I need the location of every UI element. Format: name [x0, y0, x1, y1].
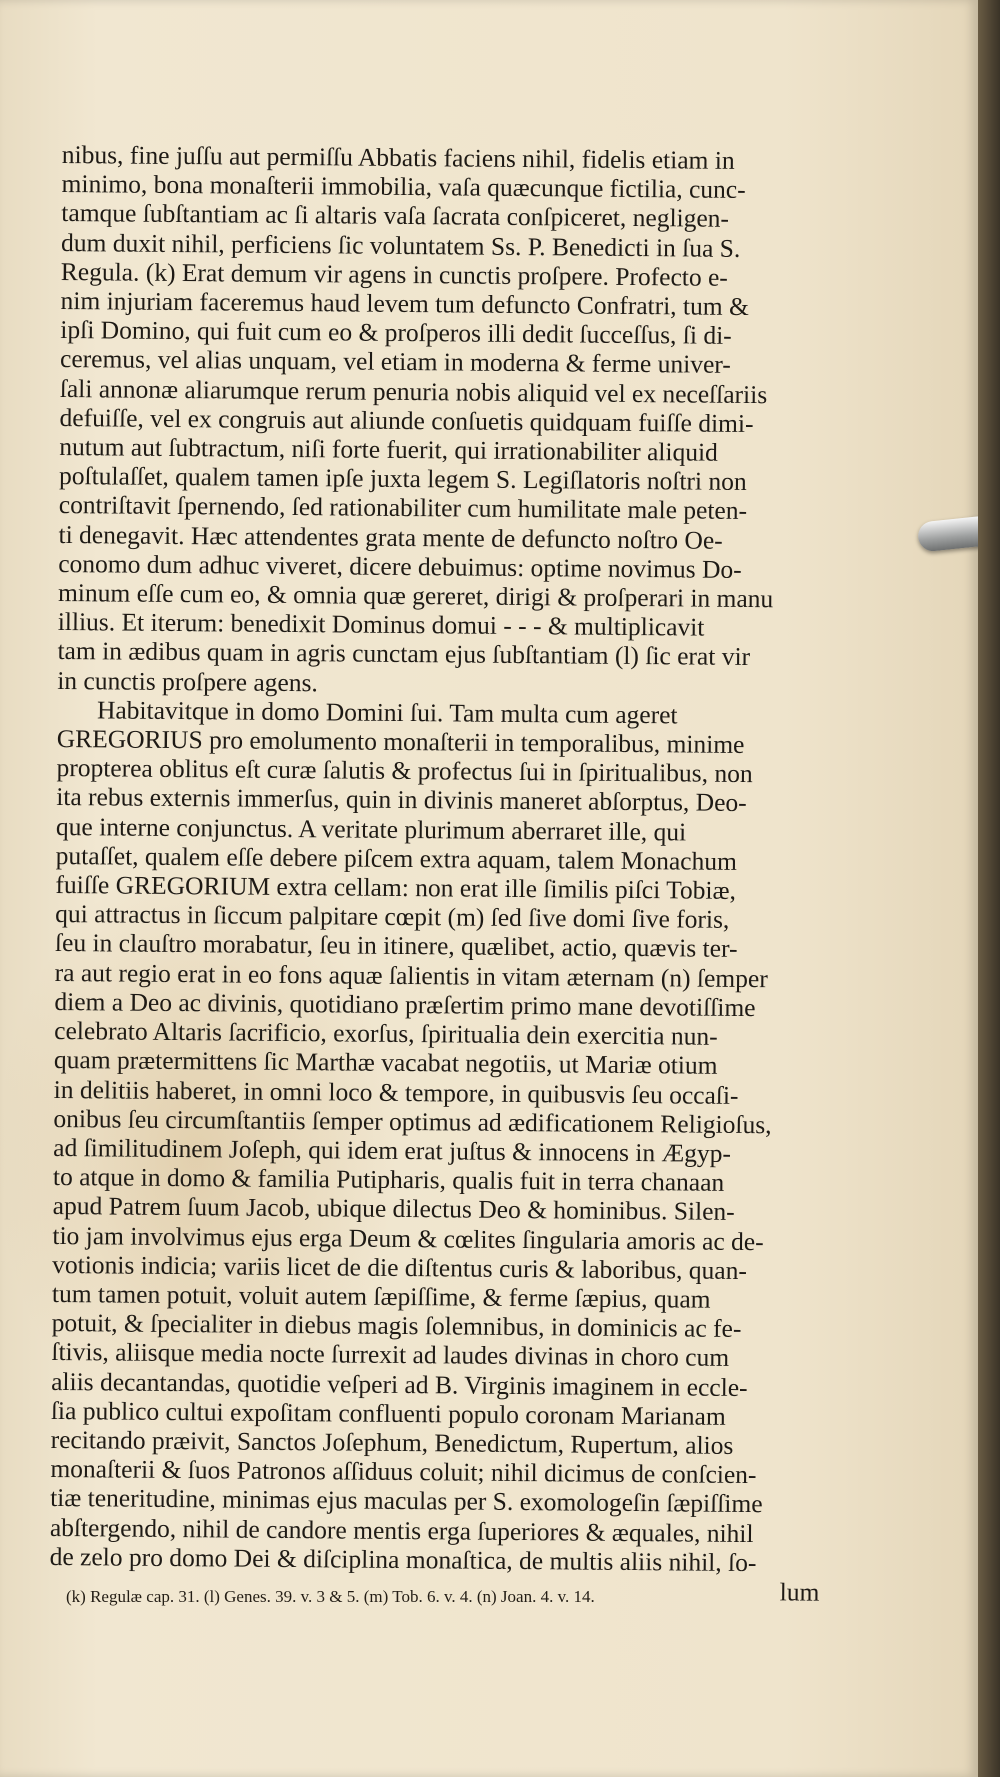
text-line: ſia publico cultui expoſitam confluenti populo coronam Marianam [50, 1395, 726, 1431]
text-line: ſeu in clauſtro morabatur, ſeu in itinere, quælibet, actio, quævis ter- [54, 928, 738, 964]
text-line: putaſſet, qualem eſſe debere piſcem extra aquam, talem Monachum [55, 840, 738, 876]
text-line: nutum aut ſubtractum, niſi forte fuerit, qui irrationabiliter aliquid [59, 432, 719, 467]
text-line: celebrato Altaris ſacrificio, exorſus, ſpiritualia dein exercitia nun- [54, 1016, 718, 1051]
text-line: in cunctis proſpere agens. [57, 665, 318, 697]
text-line: tamque ſubſtantiam ac ſi altaris vaſa ſacrata conſpiceret, negligen- [61, 198, 730, 234]
text-line: to atque in domo & familia Putipharis, qualis fuit in terra chanaan [52, 1162, 725, 1197]
text-line: tio jam involvimus ejus erga Deum & cœlites ſingularia amoris ac de- [52, 1220, 764, 1256]
text-line: minum eſſe cum eo, & omnia quæ gereret, dirigi & proſperari in manu [57, 578, 774, 614]
text-line: ſtivis, aliisque media nocte ſurrexit ad laudes divinas in choro cum [51, 1337, 730, 1373]
text-line: tiæ teneritudine, minimas ejus maculas per S. exomologeſin ſæpiſſime [50, 1483, 763, 1519]
text-line: ceremus, vel alias unquam, vel etiam in moderna & ferme univer- [59, 344, 731, 380]
text-line: apud Patrem ſuum Jacob, ubique dilectus Deo & hominibus. Silen- [52, 1191, 735, 1227]
text-line: aliis decantandas, quotidie veſperi ad B. Virginis imaginem in eccle- [51, 1366, 748, 1402]
text-line: Regula. (k) Erat demum vir agens in cunctis proſpere. Profecto e- [60, 256, 728, 292]
text-line: ra aut regio erat in eo fons aquæ ſalientis in vitam æternam (n) ſemper [54, 957, 768, 993]
text-line: conomo dum adhuc viveret, dicere debuimus: optime novimus Do- [58, 548, 742, 584]
text-line: poſtulaſſet, qualem tamen ipſe juxta legem S. Legiſlatoris noſtri non [58, 461, 747, 497]
text-line: propterea oblitus eſt curæ ſalutis & profectus ſui in ſpiritualibus, non [56, 753, 753, 789]
page-edge-shadow [978, 0, 1000, 1777]
text-line: ſali annonæ aliarumque rerum penuria nobis aliquid vel ex neceſſariis [59, 373, 768, 409]
text-line: nibus, fine juſſu aut permiſſu Abbatis faciens nihil, fidelis etiam in [61, 140, 735, 175]
text-line: qui attractus in ſiccum palpitare cœpit (m) ſed ſive domi ſive foris, [55, 899, 730, 935]
text-line: dum duxit nihil, perficiens ſic voluntatem Ss. P. Benedicti in ſua S. [60, 227, 741, 263]
text-line: diem a Deo ac divinis, quotidiano præſertim primo mane devotiſſime [54, 986, 756, 1022]
text-line: que interne conjunctus. A veritate plurimum aberraret ille, qui [55, 811, 687, 847]
footnotes: (k) Regulæ cap. 31. (l) Genes. 39. v. 3 & 5. (m) Tob. 6. v. 4. (n) Joan. 4. v. 14. [66, 1587, 595, 1606]
body-text [49, 140, 832, 1607]
text-line: defuiſſe, vel ex congruis aut aliunde conſuetis quidquam fuiſſe dimi- [59, 402, 754, 438]
text-line: tum tamen potuit, voluit autem ſæpiſſime, & ferme ſæpius, quam [51, 1278, 711, 1314]
text-line: de zelo pro domo Dei & diſciplina monaſtica, de multis aliis nihil, ſo- [49, 1541, 757, 1577]
text-line: fuiſſe GREGORIUM extra cellam: non erat ille ſimilis piſci Tobiæ, [55, 870, 737, 905]
text-line: minimo, bona monaſterii immobilia, vaſa quæcunque fictilia, cunc- [61, 169, 746, 205]
text-line: recitando præivit, Sanctos Joſephum, Benedictum, Rupertum, alios [50, 1424, 734, 1460]
text-line: ti denegavit. Hæc attendentes grata mente de defuncto noſtro Oe- [58, 519, 723, 555]
text-line: ipſi Domino, qui fuit cum eo & proſperos illi dedit ſucceſſus, ſi di- [60, 315, 732, 351]
text-line: nim injuriam faceremus haud levem tum defuncto Confratri, tum & [60, 286, 750, 322]
text-line: Habitavitque in domo Domini ſui. Tam multa cum ageret [96, 695, 678, 730]
text-line: tam in ædibus quam in agris cunctam ejus ſubſtantiam (l) ſic erat vir [57, 636, 751, 672]
text-line: GREGORIUS pro emolumento monaſterii in temporalibus, minime [56, 724, 745, 760]
text-line: votionis indicia; variis licet de die diſtentus curis & laboribus, quan- [52, 1249, 748, 1285]
text-line: abſtergendo, nihil de candore mentis erga ſuperiores & æquales, nihil [49, 1512, 754, 1548]
text-line: in delitiis haberet, in omni loco & tempore, in quibusvis ſeu occaſi- [53, 1074, 739, 1110]
text-line: quam prætermittens ſic Marthæ vacabat negotiis, ut Mariæ otium [53, 1045, 718, 1081]
text-line: monaſterii & ſuos Patronos aſſiduus coluit; nihil dicimus de conſcien- [50, 1454, 757, 1490]
text-line: lum [779, 1577, 820, 1607]
text-line: onibus ſeu circumſtantiis ſemper optimus ad ædificationem Religioſus, [53, 1103, 772, 1139]
text-line: illius. Et iterum: benedixit Dominus domui - - - & multiplicavit [57, 607, 705, 642]
text-line: contriſtavit ſpernendo, ſed rationabiliter cum humilitate male peten- [58, 490, 748, 526]
text-line: potuit, & ſpecialiter in diebus magis ſolemnibus, in dominicis ac fe- [51, 1308, 742, 1344]
text-line: ad ſimilitudinem Joſeph, qui idem erat juſtus & innocens in Ægyp- [53, 1132, 732, 1168]
text-line: ita rebus externis immerſus, quin in divinis maneret abſorptus, Deo- [56, 782, 747, 818]
